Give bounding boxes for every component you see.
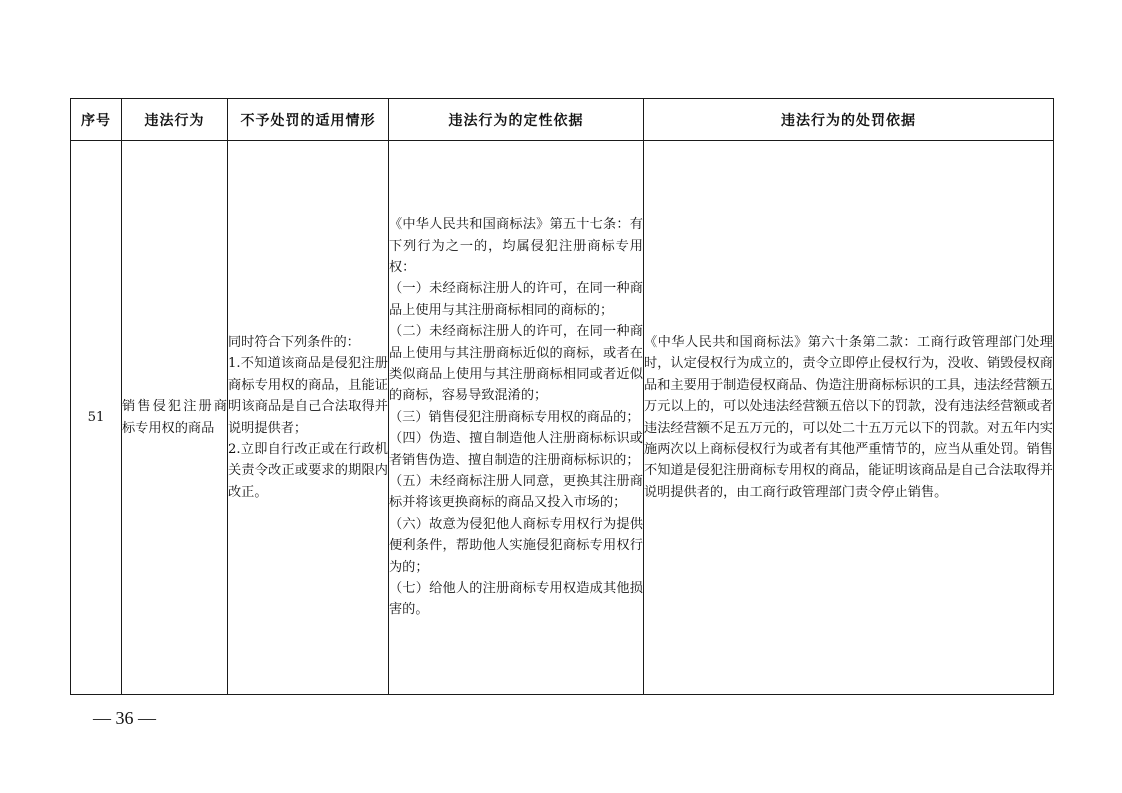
penalty-text: 《中华人民共和国商标法》第六十条第二款：工商行政管理部门处理时，认定侵权行为成立的，责令立即停止侵权行为，没收、销毁侵权商品和主要用于制造侵权商品、伪造注册商标标识的工具，违法经营额五万元以上的，可以处违法经营额五倍以下的罚款，没有违法经营额或者违法经营额不足五万元的，可以处二十五万元以下的罚款。对五年内实施两次以上商标侵权行为或者有其他严重情节的，应当从重处罚。销售不知道是侵犯注册商标专用权的商品，能证明该商品是自己合法取得并说明提供者的，由工商行政管理部门责令停止销售。 bbox=[644, 334, 1053, 500]
legal-basis bbox=[389, 141, 644, 695]
basis-item-3: （三）销售侵犯注册商标专用权的商品的； bbox=[389, 409, 640, 425]
table-header-row bbox=[71, 99, 1054, 141]
table-row bbox=[71, 141, 1054, 695]
row-number: 51 bbox=[71, 141, 122, 695]
violation-act-text: 销售侵犯注册商标专用权的商品 bbox=[122, 399, 227, 436]
basis-item-7: （七）给他人的注册商标专用权造成其他损害的。 bbox=[389, 581, 643, 618]
basis-item-5: （五）未经商标注册人同意，更换其注册商标并将该更换商标的商品又投入市场的； bbox=[389, 474, 643, 511]
basis-article: 《中华人民共和国商标法》第五十七条：有下列行为之一的，均属侵犯注册商标专用权： bbox=[389, 217, 643, 275]
header-no: 序号 bbox=[71, 99, 122, 141]
exempt-conditions bbox=[228, 141, 389, 695]
basis-item-2: （二）未经商标注册人的许可，在同一种商品上使用与其注册商标近似的商标，或者在类似商品上使用与其注册商标相同或者近似的商标，容易导致混淆的； bbox=[389, 324, 643, 404]
basis-item-6: （六）故意为侵犯他人商标专用权行为提供便利条件，帮助他人实施侵犯商标专用权行为的； bbox=[389, 516, 643, 575]
regulation-table bbox=[70, 98, 1054, 695]
penalty-basis bbox=[644, 141, 1054, 695]
exempt-intro: 同时符合下列条件的： bbox=[228, 334, 360, 350]
header-exempt: 不予处罚的适用情形 bbox=[228, 99, 389, 141]
exempt-condition-2: 2.立即自行改正或在行政机关责令改正或要求的期限内改正。 bbox=[228, 441, 388, 500]
header-act: 违法行为 bbox=[122, 99, 228, 141]
exempt-condition-1: 1.不知道该商品是侵犯注册商标专用权的商品，且能证明该商品是自己合法取得并说明提供者； bbox=[228, 356, 388, 436]
violation-act bbox=[122, 141, 228, 695]
basis-item-4: （四）伪造、擅自制造他人注册商标标识或者销售伪造、擅自制造的注册商标标识的； bbox=[389, 431, 643, 468]
header-penalty: 违法行为的处罚依据 bbox=[644, 99, 1054, 141]
page-number: — 36 — bbox=[93, 708, 156, 728]
header-basis: 违法行为的定性依据 bbox=[389, 99, 644, 141]
basis-item-1: （一）未经商标注册人的许可，在同一种商品上使用与其注册商标相同的商标的； bbox=[389, 281, 643, 318]
